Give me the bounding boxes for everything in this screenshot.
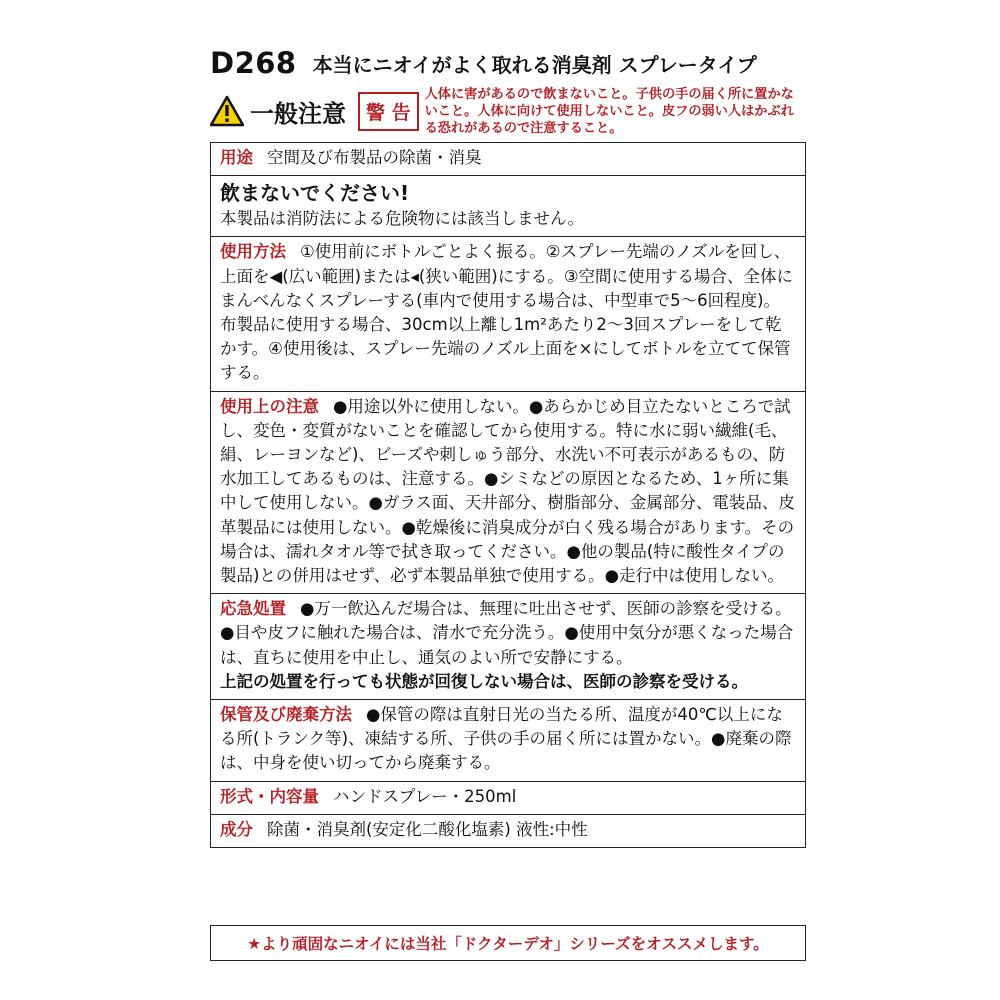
caution-text: ●用途以外に使用しない。●あらかじめ目立たないところで試し、変色・変質がないことを確認してから使用する。特に水に弱い繊維(毛、絹、レーヨンなど)、ビーズや刺しゅう部分、水洗い不可表示があるもの、防水加工してあるものは、注意する。●シミなどの原因となるため、1ヶ所に集中して使用しない。●ガラス面、天井部分、樹脂部分、金属部分、電装品、皮革製品には使用しない。●乾燥後に消臭成分が白く残る場合があります。その場合は、濡れタオル等で拭き取ってください。●他の製品(特に酸性タイプの製品)との併用はせず、必ず本製品単独で使用する。●走行中は使用しない。	[220, 396, 795, 586]
recommendation-banner	[210, 925, 806, 961]
usage-text: 空間及び布製品の除菌・消臭	[267, 148, 482, 167]
usage-label: 用途	[220, 148, 253, 167]
recommendation-text: ★より頑固なニオイには当社「ドクターデオ」シリーズをオススメします。	[247, 935, 769, 953]
section-caution	[211, 392, 805, 595]
storage-label: 保管及び廃棄方法	[220, 705, 352, 725]
section-format	[211, 782, 805, 815]
first-aid-label: 応急処置	[220, 599, 286, 619]
label-document	[210, 40, 806, 848]
no-drink-text: 本製品は消防法による危険物には該当しません。	[220, 209, 584, 229]
warning-triangle-icon	[210, 95, 244, 127]
section-first-aid	[211, 594, 805, 700]
first-aid-text: ●万一飲込んだ場合は、無理に吐出させず、医師の診察を受ける。●目や皮フに触れた場合は、清水で充分洗う。●使用中気分が悪くなった場合は、直ちに使用を中止し、通気のよい所で安静にする。	[220, 599, 794, 667]
format-text: ハンドスプレー・250ml	[333, 786, 517, 806]
how-to-use-label: 使用方法	[220, 242, 286, 262]
keikoku-badge: 警 告	[358, 92, 419, 131]
product-code: D268	[210, 46, 297, 80]
format-label: 形式・内容量	[220, 786, 319, 806]
warning-row	[210, 86, 806, 136]
section-how-to-use	[211, 237, 805, 391]
ingredients-text: 除菌・消臭剤(安定化二酸化塩素) 液性:中性	[267, 819, 588, 839]
general-caution-label: 一般注意	[250, 99, 346, 128]
first-aid-bold-text: 上記の処置を行っても状態が回復しない場合は、医師の診察を受ける。	[220, 671, 748, 691]
section-ingredients	[211, 815, 805, 847]
warning-text: 人体に害があるので飲まないこと。子供の手の届く所に置かないこと。人体に向けて使用しないこと。皮フの弱い人はかぶれる恐れがあるので注意すること。	[424, 86, 794, 136]
section-no-drink	[211, 176, 805, 237]
how-to-use-text: ①使用前にボトルごとよく振る。②スプレー先端のノズルを回し、上面を◀(広い範囲)または◂(狭い範囲)にする。③空間に使用する場合、全体にまんべんなくスプレーする(車内で使用する場合は、中型車で5〜6回程度)。布製品に使用する場合、30cm以上離し1m²あたり2〜3回スプレーをして乾かす。④使用後は、スプレー先端のノズル上面を×にしてボトルを立てて保管する。	[220, 242, 794, 383]
title-row	[210, 40, 806, 86]
info-table	[210, 142, 806, 848]
product-title: 本当にニオイがよく取れる消臭剤 スプレータイプ	[312, 52, 757, 77]
ingredients-label: 成分	[220, 819, 253, 839]
section-storage	[211, 700, 805, 782]
storage-text: ●保管の際は直射日光の当たる所、温度が40℃以上になる所(トランク等)、凍結する所、子供の手の届く所には置かない。●廃棄の際は、中身を使い切ってから廃棄する。	[220, 705, 792, 773]
caution-label: 使用上の注意	[220, 396, 319, 416]
section-usage	[211, 143, 805, 176]
no-drink-heading: 飲まないでください!	[220, 181, 410, 206]
